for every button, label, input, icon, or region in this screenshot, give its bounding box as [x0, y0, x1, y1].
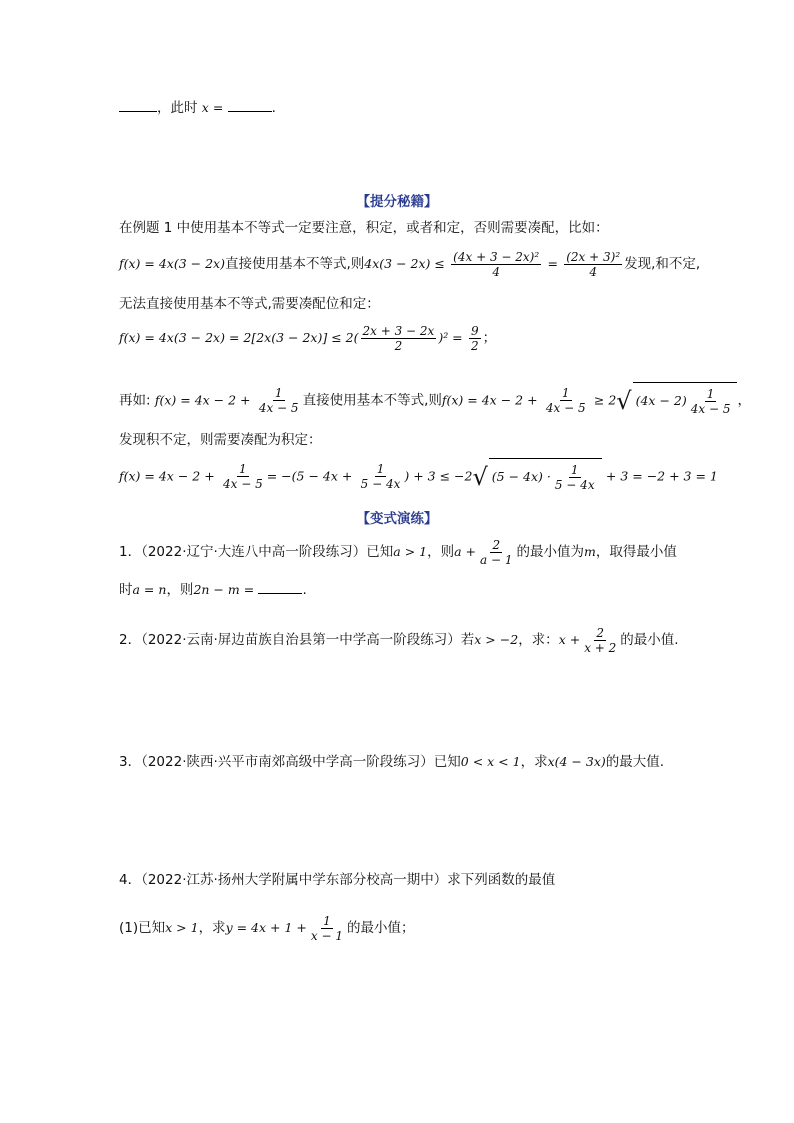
- math-expr: (5 − 4x) ·: [491, 469, 551, 484]
- fraction: [469, 324, 481, 353]
- example1-line: [119, 248, 700, 280]
- math-expr: (4x − 2): [635, 393, 687, 408]
- math-expr: x > −2: [474, 632, 519, 647]
- text: ，求：: [518, 632, 559, 648]
- fraction-denominator: 4: [589, 264, 597, 279]
- text: ，此时: [157, 100, 198, 116]
- text: ，求: [520, 754, 548, 770]
- fraction-denominator: x − 1: [310, 928, 343, 943]
- fraction-denominator: 5 − 4x: [554, 477, 595, 492]
- blank-2: [228, 99, 272, 112]
- math-expr: x +: [558, 632, 581, 647]
- fraction-numerator: 1: [376, 462, 385, 476]
- fraction-numerator: (2x + 3)²: [566, 249, 621, 264]
- example4-line: [119, 458, 718, 495]
- fraction: [451, 250, 541, 279]
- section-heading-practice: 【变式演练】: [356, 511, 438, 527]
- math-expr: + 3 = −2 + 3 = 1: [605, 468, 718, 484]
- fraction-denominator: 4x − 5: [545, 401, 586, 415]
- math-expr: )² =: [438, 330, 463, 345]
- math-expr: f(x) = 4x(3 − 2x) = 2[2x(3 − 2x)] ≤ 2(: [119, 330, 359, 345]
- text: 3．（2022·陕西·兴平市南郊高级中学高一阶段练习）已知: [119, 754, 461, 770]
- question-2: [119, 624, 679, 656]
- sqrt-icon: √: [616, 386, 632, 415]
- text: ，: [737, 392, 751, 409]
- text: 再如:: [119, 392, 151, 409]
- intro-line: 在例题 1 中使用基本不等式一定要注意，积定，或者和定，否则需要凑配，比如：: [119, 220, 609, 236]
- answer-line: [119, 98, 276, 118]
- fraction: [361, 324, 437, 353]
- line-6: 发现积不定，则需要凑配为积定：: [119, 432, 322, 448]
- sqrt-radicand: [633, 382, 738, 419]
- fraction: [553, 463, 597, 492]
- text: 直接使用基本不等式,则: [302, 392, 442, 409]
- text: 的最大值.: [605, 754, 665, 770]
- section-heading-tips: 【提分秘籍】: [356, 194, 438, 210]
- math-expr: y = 4x + 1 +: [225, 920, 307, 935]
- fraction-numerator: 1: [706, 386, 715, 401]
- text: ，则: [166, 582, 194, 598]
- fraction-denominator: 4x − 5: [690, 401, 731, 416]
- fraction-numerator: 1: [274, 386, 283, 400]
- fraction-numerator: (4x + 3 − 2x)²: [453, 249, 540, 264]
- answer-blank[interactable]: [258, 581, 302, 594]
- fraction-numerator: 1: [561, 386, 570, 400]
- math-expr: x(4 − 3x): [547, 754, 606, 769]
- fraction: [544, 386, 588, 415]
- math-expr: f(x) = 4x(3 − 2x): [119, 256, 225, 271]
- text: ，取得最小值: [595, 544, 677, 560]
- fraction: [309, 914, 345, 943]
- fraction-denominator: 4x − 5: [258, 401, 299, 415]
- math-expr: ) + 3 ≤ −2: [404, 468, 473, 484]
- text: .: [302, 582, 307, 598]
- fraction-denominator: 4x − 5: [222, 477, 263, 491]
- example2-line: [119, 320, 496, 356]
- question-3: [119, 752, 664, 772]
- fraction-numerator: 9: [470, 323, 479, 338]
- fraction-numerator: 2: [492, 537, 501, 552]
- text: 的最小值；: [346, 920, 415, 936]
- question-4: 4．（2022·江苏·扬州大学附属中学东部分校高一期中）求下列函数的最值: [119, 872, 556, 888]
- text: 直接使用基本不等式,则: [224, 256, 365, 272]
- text: (1)已知: [119, 920, 166, 936]
- fraction-denominator: x + 2: [584, 640, 617, 655]
- fraction-numerator: 1: [570, 462, 579, 477]
- fraction: [257, 386, 301, 415]
- math-expr: =: [547, 256, 558, 271]
- text: 2．（2022·云南·屏边苗族自治县第一中学高一阶段练习）若: [119, 632, 475, 648]
- fraction: [359, 462, 403, 491]
- text: 发现,和不定,: [624, 256, 701, 272]
- math-expr: ≥ 2: [593, 392, 617, 408]
- text: ，则: [427, 544, 455, 560]
- question-4-part-1: [119, 912, 414, 944]
- sqrt-radicand: [489, 458, 602, 495]
- fraction-denominator: a − 1: [480, 552, 513, 567]
- fraction-numerator: 1: [323, 913, 331, 928]
- math-expr: f(x) = 4x − 2 +: [119, 468, 215, 484]
- text: ，求: [198, 920, 226, 936]
- math-expr: a > 1: [393, 544, 428, 559]
- fraction: [221, 462, 265, 491]
- fraction: [564, 250, 622, 279]
- text: 1．（2022·辽宁·大连八中高一阶段练习）已知: [119, 544, 394, 560]
- math-expr: 4x(3 − 2x) ≤: [364, 256, 445, 271]
- fraction-numerator: 1: [239, 462, 247, 476]
- fraction: [478, 538, 514, 567]
- question-1-cont: [119, 580, 307, 600]
- math-expr: a +: [454, 544, 477, 559]
- math-expr: = −(5 − 4x +: [266, 468, 353, 484]
- sqrt-icon: √: [472, 462, 488, 491]
- text: 时: [119, 582, 133, 598]
- math-expr: f(x) = 4x − 2 +: [154, 392, 251, 408]
- math-expr: m: [584, 544, 596, 559]
- text: 的最小值为: [516, 544, 584, 560]
- fraction: [582, 626, 618, 655]
- example3-line: [119, 382, 751, 419]
- fraction-denominator: 2: [394, 338, 403, 353]
- math-expr: 0 < x < 1: [460, 754, 521, 769]
- fraction-denominator: 4: [492, 264, 500, 279]
- blank-1: [119, 99, 157, 112]
- math-expr: a = n: [132, 582, 167, 597]
- math-expr: 2n − m =: [193, 582, 255, 597]
- fraction-numerator: 2: [596, 625, 605, 640]
- question-1: [119, 536, 677, 568]
- text: .: [271, 100, 276, 116]
- line-3: 无法直接使用基本不等式,需要凑配位和定：: [119, 296, 380, 312]
- fraction: [689, 387, 733, 416]
- math-expr: x > 1: [165, 920, 199, 935]
- math-expr: f(x) = 4x − 2 +: [441, 392, 538, 408]
- fraction-denominator: 5 − 4x: [360, 477, 401, 491]
- fraction-numerator: 2x + 3 − 2x: [362, 323, 435, 338]
- text: ；: [482, 330, 497, 346]
- math-var: x =: [201, 100, 224, 115]
- text: 的最小值.: [620, 632, 679, 648]
- fraction-denominator: 2: [470, 338, 479, 353]
